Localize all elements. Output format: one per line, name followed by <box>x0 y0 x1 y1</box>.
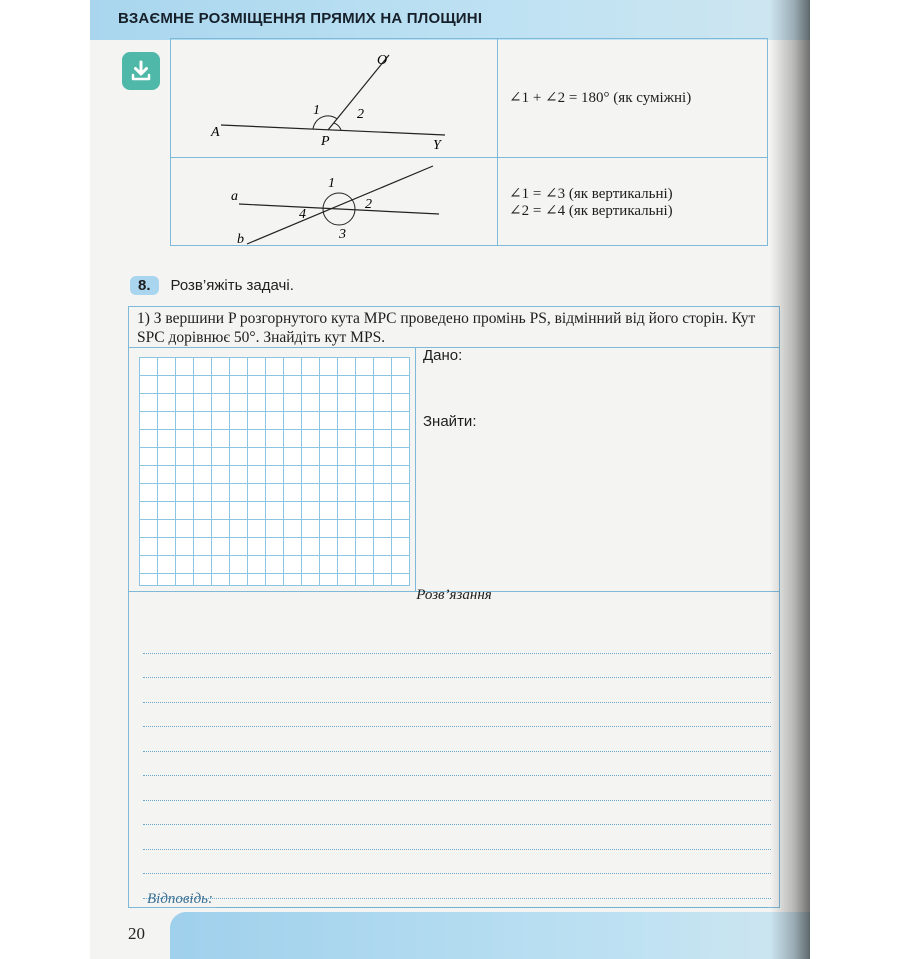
vertical-angle-3-label: 3 <box>339 227 346 242</box>
task-heading: Розв’яжіть задачі. <box>170 277 294 294</box>
adjacent-angles-formula: ∠1 + ∠2 = 180° (як суміжні) <box>509 90 692 106</box>
page-spine-shadow <box>770 0 810 959</box>
problem-statement: 1) З вершини P розгорнутого кута MPC проведено промінь PS, відмінний від його сторін. Кут SPC дорівнює 50°. Знайдіть кут MPS. <box>137 310 756 346</box>
writing-line[interactable] <box>143 678 771 703</box>
footer-band <box>170 912 810 959</box>
task-number-badge: 8. <box>130 276 159 295</box>
solution-label: Розв’язання <box>416 587 492 603</box>
angle-1-label: 1 <box>313 103 320 118</box>
writing-line[interactable] <box>143 776 771 801</box>
vertical-angles-formula-1: ∠1 = ∠3 (як вертикальні) <box>509 186 673 202</box>
writing-line[interactable] <box>143 752 771 777</box>
label-y: Y <box>433 138 441 153</box>
writing-line[interactable] <box>143 703 771 728</box>
solution-writing-area[interactable] <box>143 629 771 899</box>
grid-separator-vertical <box>415 347 416 591</box>
vertical-angle-2-label: 2 <box>365 197 372 212</box>
vertical-angles-formula-2: ∠2 = ∠4 (як вертикальні) <box>509 203 673 219</box>
writing-line[interactable] <box>143 801 771 826</box>
theory-table <box>170 38 768 246</box>
table-divider-vertical <box>497 39 498 245</box>
drawing-grid[interactable] <box>139 357 410 586</box>
answer-line[interactable] <box>217 893 767 908</box>
task-box <box>128 306 780 908</box>
header-band <box>90 0 810 40</box>
angle-2-label: 2 <box>357 107 364 122</box>
label-o: O <box>377 53 388 68</box>
vertical-angles-diagram <box>171 158 497 245</box>
writing-line[interactable] <box>143 825 771 850</box>
vertical-angle-1-label: 1 <box>328 176 335 191</box>
writing-line[interactable] <box>143 629 771 654</box>
writing-line[interactable] <box>143 727 771 752</box>
page-number: 20 <box>128 924 145 943</box>
writing-line[interactable] <box>143 654 771 679</box>
label-line-a: a <box>231 189 238 204</box>
label-p: P <box>321 134 330 149</box>
task-header <box>130 276 294 295</box>
label-line-b: b <box>237 232 244 245</box>
answer-label: Відповідь: <box>147 891 214 907</box>
answer-row <box>147 891 767 908</box>
section-header-title: ВЗАЄМНЕ РОЗМІЩЕННЯ ПРЯМИХ НА ПЛОЩИНІ <box>118 10 483 27</box>
writing-line[interactable] <box>143 850 771 875</box>
download-button[interactable] <box>122 52 160 90</box>
label-a: A <box>211 125 220 140</box>
vertical-angle-4-label: 4 <box>299 207 306 222</box>
given-label: Дано: <box>423 347 463 364</box>
adjacent-angles-diagram <box>171 39 497 157</box>
download-icon <box>129 59 153 83</box>
workbook-page <box>90 0 810 959</box>
find-label: Знайти: <box>423 413 477 430</box>
